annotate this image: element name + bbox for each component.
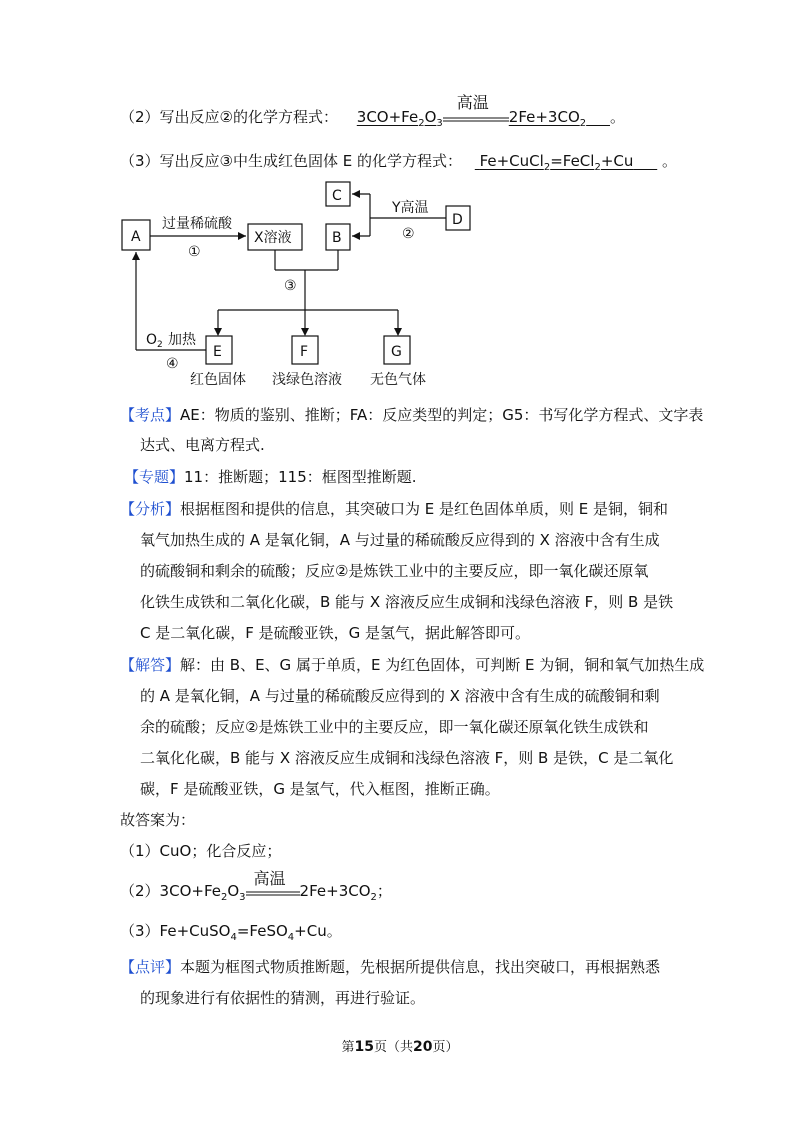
kaodian-text-1: AE：物质的鉴别、推断；FA：反应类型的判定；G5：书写化学方程式、文字表 [180, 406, 704, 424]
box-c-label: C [332, 188, 342, 204]
reaction-4-label: ④ [166, 356, 179, 372]
fenxi-line-3 [140, 556, 648, 586]
zhuanti-line [124, 462, 417, 492]
answer-2-condition: 高温 [253, 869, 286, 888]
fenxi-tag: 【分析】 [120, 500, 181, 518]
jieda-line-5 [140, 774, 500, 804]
inference-diagram [0, 170, 800, 400]
dianping-tag: 【点评】 [120, 958, 181, 976]
arrowhead [238, 232, 246, 240]
fenxi-line-2 [140, 525, 660, 555]
arrowhead [394, 328, 402, 336]
heat-label: 加热 [168, 332, 196, 348]
box-a-label: A [131, 229, 141, 245]
box-b-label: B [332, 230, 342, 246]
q3-suffix: 。 [662, 152, 678, 170]
jieda-text: 二氧化化碳，B 能与 X 溶液反应生成铜和浅绿色溶液 F，则 B 是铁，C 是二氧化 [140, 749, 674, 767]
question-2 [120, 93, 625, 129]
q2-condition: 高温 [456, 93, 489, 112]
q2-equation: $3CO+Fe_2O_3$ 高温 $2Fe+3CO_2$ [356, 93, 587, 129]
fenxi-text: 化铁生成铁和二氧化化碳，B 能与 X 溶液反应生成铜和浅绿色溶液 F，则 B 是铁 [140, 593, 674, 611]
label-e: 红色固体 [190, 372, 246, 388]
y-condition-label: Y高温 [392, 200, 429, 216]
reaction-1-label: ① [188, 244, 201, 260]
fenxi-text: 氧气加热生成的 A 是氧化铜，A 与过量的稀硫酸反应得到的 X 溶液中含有生成 [140, 531, 660, 549]
answer-2-reaction-arrow [246, 869, 300, 896]
box-g-label: G [391, 344, 402, 360]
zhuanti-tag: 【专题】 [124, 468, 185, 486]
q2-suffix: 。 [609, 108, 625, 126]
arrowhead [352, 190, 360, 198]
answer-3: （3）Fe+CuSO$_4$=FeSO$_4$+Cu。 [120, 922, 342, 943]
dianping-text-1: 本题为框图式物质推断题，先根据所提供信息，找出突破口，再根据熟悉 [180, 958, 661, 976]
arrowhead [214, 328, 222, 336]
q2-prefix: （2）写出反应②的化学方程式： [120, 108, 338, 126]
page-number: 15 [354, 1039, 374, 1055]
label-f: 浅绿色溶液 [272, 372, 342, 388]
kaodian-text-2: 达式、电离方程式. [140, 436, 265, 454]
box-f-label: F [300, 344, 309, 360]
zhuanti-text: 11：推断题；115：框图型推断题. [184, 468, 417, 486]
dianping-line-1 [120, 952, 660, 982]
answer-heading-text: 故答案为： [120, 811, 196, 829]
jieda-text: 碳，F 是硫酸亚铁，G 是氢气，代入框图，推断正确。 [140, 780, 500, 798]
reaction-3-label: ③ [284, 278, 297, 294]
dianping-line-2 [140, 983, 425, 1013]
kaodian-line-2 [140, 430, 265, 460]
jieda-line-2 [140, 681, 660, 711]
kaodian-tag: 【考点】 [120, 406, 181, 424]
jieda-line-4 [140, 743, 673, 773]
arrowhead [301, 328, 309, 336]
box-e-label: E [213, 344, 222, 360]
fenxi-line-1 [120, 494, 668, 524]
o2-label: $O_2$ [146, 332, 163, 350]
jieda-line-3 [140, 712, 648, 742]
jieda-text: 解：由 B、E、G 属于单质，E 为红色固体，可判断 E 为铜，铜和氧气加热生成 [180, 656, 705, 674]
dianping-text-2: 的现象进行有依据性的猜测，再进行验证。 [140, 989, 426, 1007]
jieda-tag: 【解答】 [120, 656, 181, 674]
jieda-text: 余的硫酸；反应②是炼铁工业中的主要反应，即一氧化碳还原氧化铁生成铁和 [140, 718, 649, 736]
fenxi-line-5 [140, 618, 530, 648]
fenxi-text: 的硫酸铜和剩余的硫酸；反应②是炼铁工业中的主要反应，即一氧化碳还原氧 [140, 562, 649, 580]
q3-equation: Fe+CuCl$_2$=FeCl$_2$+Cu [479, 152, 634, 173]
label-g: 无色气体 [370, 372, 426, 388]
page-total: 20 [413, 1039, 433, 1055]
answer-2: $(2)3CO+Fe_2O_3$ 高温 $2Fe+3CO_2$； [120, 876, 392, 906]
answer-heading [120, 805, 195, 835]
page-footer: 第15页（共20页） [341, 1039, 459, 1055]
jieda-text: 的 A 是氧化铜，A 与过量的稀硫酸反应得到的 X 溶液中含有生成的硫酸铜和剩 [140, 687, 660, 705]
answer-1 [120, 836, 281, 866]
q3-prefix: （3）写出反应③中生成红色固体 E 的化学方程式： [120, 152, 463, 170]
reaction-2-label: ② [402, 226, 415, 242]
fenxi-text: C 是二氧化碳，F 是硫酸亚铁，G 是氢气，据此解答即可。 [140, 624, 531, 642]
arrowhead [352, 232, 360, 240]
kaodian-line-1 [120, 400, 703, 430]
arrowhead [132, 252, 140, 260]
reagent-label: 过量稀硫酸 [162, 216, 232, 232]
box-d-label: D [452, 212, 463, 228]
q2-reaction-arrow [443, 93, 509, 122]
answer-1-text: （1）CuO；化合反应； [120, 842, 282, 860]
box-x-label: X溶液 [254, 230, 292, 246]
jieda-line-1 [120, 650, 704, 680]
question-3 [120, 150, 677, 172]
fenxi-line-4 [140, 587, 673, 617]
fenxi-text: 根据框图和提供的信息，其突破口为 E 是红色固体单质，则 E 是铜，铜和 [180, 500, 669, 518]
